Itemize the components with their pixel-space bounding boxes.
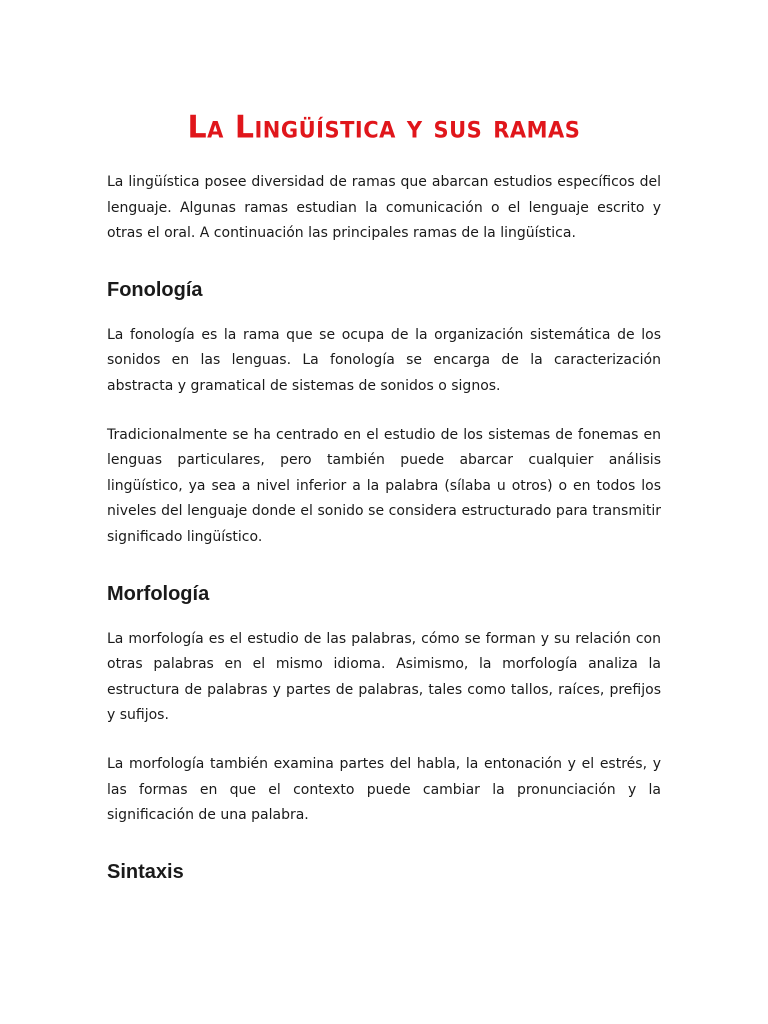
document-title: La Lingüística y sus ramas bbox=[187, 109, 581, 146]
fonologia-paragraph-2: Tradicionalmente se ha centrado en el estudio de los sistemas de fonemas en lenguas particulares, pero también puede abarcar cualquier análisis lingüístico, ya sea a nivel inferior a la palabra (sílaba u otros) o en todos los niveles del lenguaje donde el sonido se considera estructurado para transmitir significado lingüístico. bbox=[107, 426, 661, 545]
section-heading-fonologia: Fonología bbox=[107, 278, 203, 301]
section-heading-sintaxis: Sintaxis bbox=[107, 860, 184, 883]
section-heading-morfologia: Morfología bbox=[107, 582, 210, 605]
fonologia-paragraph-1: La fonología es la rama que se ocupa de la organización sistemática de los sonidos en las lenguas. La fonología se encarga de la caracterización abstracta y gramatical de sistemas de sonidos o signos. bbox=[107, 326, 661, 394]
morfologia-paragraph-1: La morfología es el estudio de las palabras, cómo se forman y su relación con otras palabras en el mismo idioma. Asimismo, la morfología analiza la estructura de palabras y partes de palabras, tales como tallos, raíces, prefijos y sufijos. bbox=[107, 630, 661, 724]
morfologia-paragraph-2: La morfología también examina partes del habla, la entonación y el estrés, y las formas en que el contexto puede cambiar la pronunciación y la significación de una palabra. bbox=[107, 755, 661, 824]
intro-paragraph: La lingüística posee diversidad de ramas que abarcan estudios específicos del lenguaje. Algunas ramas estudian la comunicación o el lenguaje escrito y otras el oral. A continuación las principales ramas de la lingüística. bbox=[107, 174, 661, 242]
